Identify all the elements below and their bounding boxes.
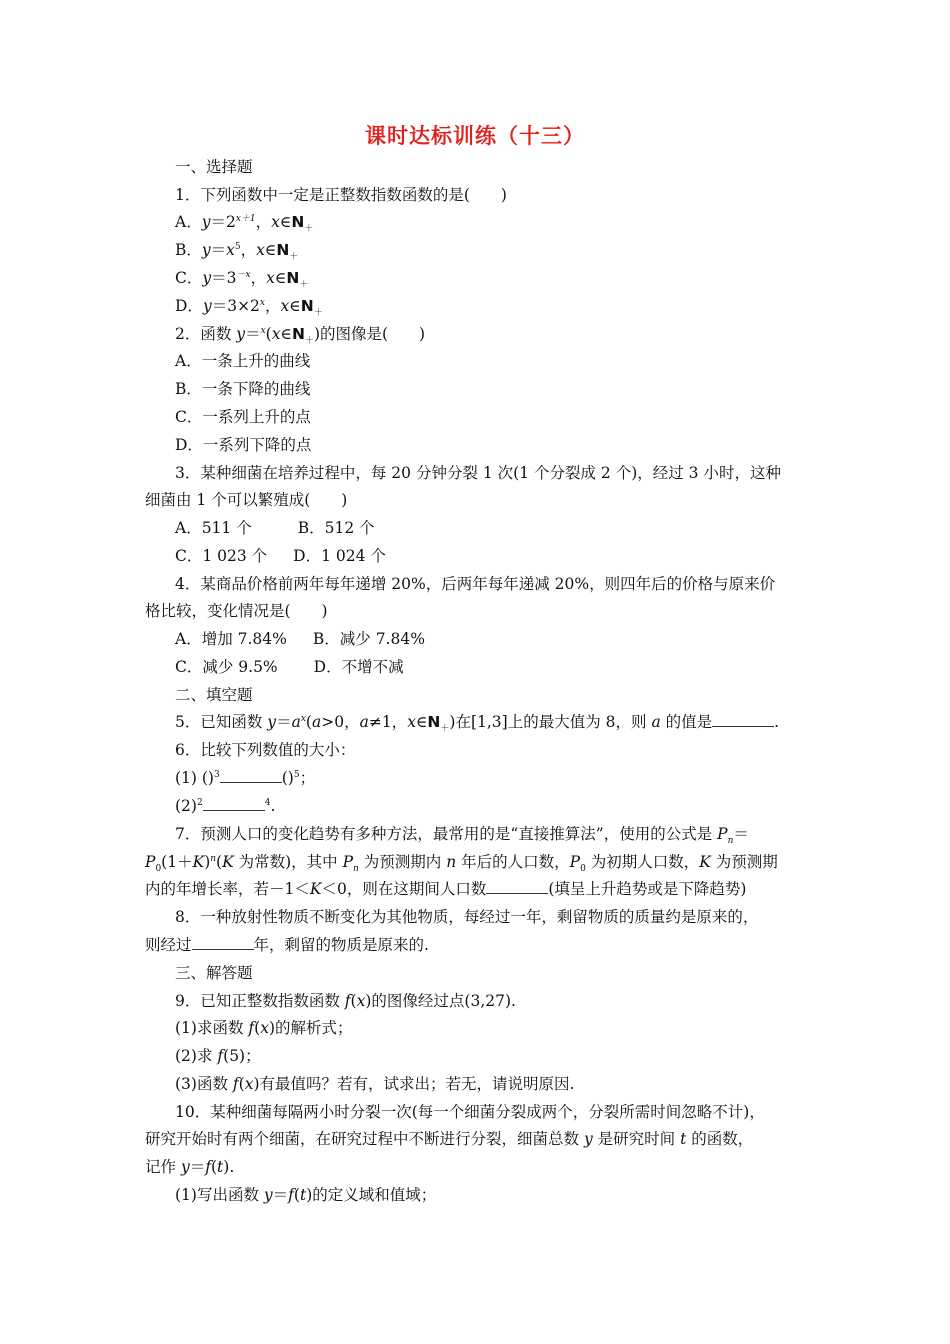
question-10-part-1: (1)写出函数 y＝f(t)的定义域和值域； [175,1186,437,1204]
question-1: 1．下列函数中一定是正整数指数函数的是( ) [175,186,507,204]
question-9-part-3: (3)函数 f(x)有最值吗？若有，试求出；若无，请说明原因. [175,1075,575,1093]
q3-options-ab: A．511 个 B．512 个 [175,519,375,537]
page-title: 课时达标训练（十三） [365,124,585,148]
question-8-line-2: 则经过 年，剩留的物质是原来的. [145,936,429,954]
section-heading-solve: 三、解答题 [175,964,253,982]
question-8-line-1: 8．一种放射性物质不断变化为其他物质，每经过一年，剩留物质的质量约是原来的， [175,908,759,926]
q5-answer-blank [712,712,774,727]
q8-answer-blank [192,935,254,950]
question-4-line-1: 4．某商品价格前两年每年递增 20%，后两年每年递减 20%，则四年后的价格与原来价 [175,575,776,593]
question-6-part-2: $(2)^2$ $^4$. [175,797,276,815]
q2-option-c: C．一系列上升的点 [175,408,311,426]
question-9-part-1: (1)求函数 f(x)的解析式； [175,1019,353,1037]
q7-answer-blank [486,879,548,894]
q1-option-a: A．$y=2^{x+1}$，$x\in N_+$ [175,213,314,235]
section-heading-choice: 一、选择题 [175,158,253,176]
question-5: 5．已知函数 $y=a^x(a>0$，a≠1，$x\in N_+$)在[1,3]上的最大值为 8，则 a 的值是 . [175,713,780,735]
q3-options-cd: C．1 023 个 D．1 024 个 [175,547,386,565]
q2-option-b: B．一条下降的曲线 [175,380,311,398]
q1-option-b: B．$y=x^5$，$x\in N_+$ [175,241,299,263]
question-10-line-2: 研究开始时有两个细菌，在研究过程中不断进行分裂，细菌总数 y 是研究时间 t 的函数， [145,1130,754,1148]
q1-option-c: C．$y=3^{-x}$，$x\in N_+$ [175,269,309,291]
question-3-line-1: 3．某种细菌在培养过程中，每 20 分钟分裂 1 次(1 个分裂成 2 个)，经过 3 小时，这种 [175,464,781,482]
question-7-line-2: $P_0(1+K)^n(K$ 为常数)，其中 $P_n$ 为预测期内 n 年后的人口数，$P_0$ 为初期人口数，K 为预测期 [145,853,778,875]
q6-1-answer-blank [220,768,282,783]
question-3-line-2: 细菌由 1 个可以繁殖成( ) [145,491,348,509]
question-6-part-1: (1) ()$^3$ ()$^5$； [175,769,316,787]
q4-options-ab: A．增加 7.84% B．减少 7.84% [175,630,425,648]
q2-option-d: D．一系列下降的点 [175,436,312,454]
q1-option-d: D．$y=3\times 2^x$，$x\in N_+$ [175,297,323,319]
question-9-part-2: (2)求 f(5)； [175,1047,261,1065]
q4-options-cd: C．减少 9.5% D．不增不减 [175,658,404,676]
question-4-line-2: 格比较，变化情况是( ) [145,602,328,620]
question-6: 6．比较下列数值的大小： [175,741,356,759]
q2-option-a: A．一条上升的曲线 [175,352,311,370]
question-2: 2．函数 $y=^x(x\in N_+)$的图像是( ) [175,325,426,347]
section-heading-fill: 二、填空题 [175,686,253,704]
question-7-line-1: 7．预测人口的变化趋势有多种方法，最常用的是“直接推算法”，使用的公式是 $P_n=$ [175,825,749,847]
question-10-line-1: 10．某种细菌每隔两小时分裂一次(每一个细菌分裂成两个，分裂所需时间忽略不计)， [175,1103,765,1121]
q6-2-answer-blank [203,796,265,811]
question-7-line-3: 内的年增长率，若－1＜K＜0，则在这期间人口数 (填呈上升趋势或是下降趋势) [145,880,747,898]
question-9: 9．已知正整数指数函数 f(x)的图像经过点(3,27). [175,992,516,1010]
question-10-line-3: 记作 y＝f(t). [145,1158,235,1176]
